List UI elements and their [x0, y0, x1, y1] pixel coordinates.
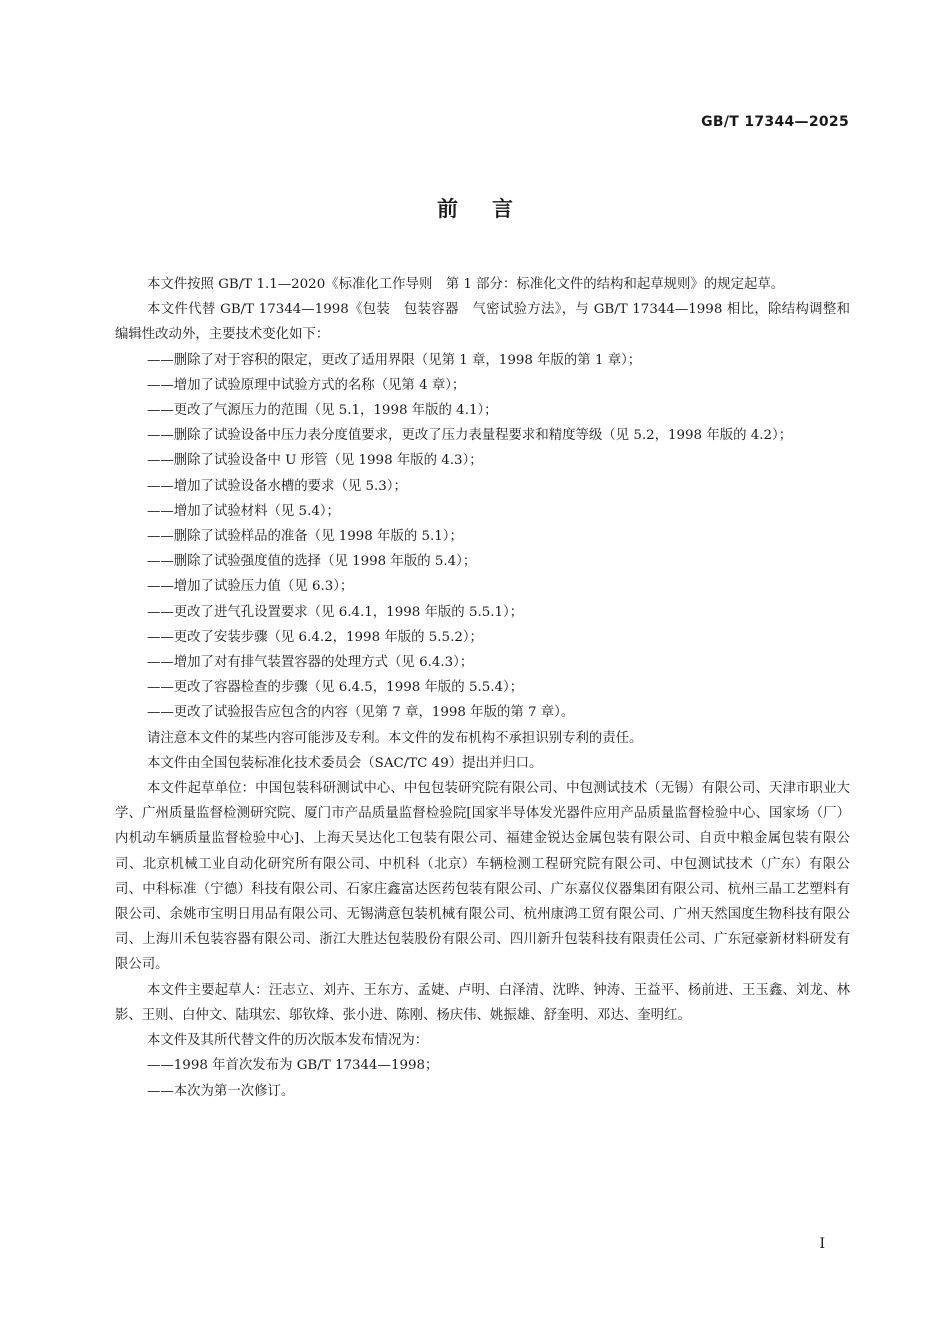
list-item: ——增加了对有排气装置容器的处理方式（见 6.4.3）； — [147, 655, 474, 671]
page-number: Ⅰ — [819, 1236, 825, 1252]
list-item: ——删除了对于容积的限定，更改了适用界限（见第 1 章，1998 年版的第 1 章）； — [147, 352, 642, 368]
list-item: ——删除了试验样品的准备（见 1998 年版的 5.1）； — [147, 529, 463, 545]
list-item: ——增加了试验设备水槽的要求（见 5.3）； — [147, 478, 407, 494]
foreword-body — [115, 272, 850, 1104]
list-item: ——1998 年首次发布为 GB/T 17344—1998； — [147, 1058, 439, 1074]
list-item: ——增加了试验压力值（见 6.3）； — [147, 579, 354, 595]
list-item: ——更改了气源压力的范围（见 5.1，1998 年版的 4.1）； — [147, 403, 498, 419]
list-item: ——删除了试验强度值的选择（见 1998 年版的 5.4）； — [147, 554, 477, 570]
list-item: ——增加了试验原理中试验方式的名称（见第 4 章）； — [147, 377, 466, 393]
paragraph-patent-notice: 请注意本文件的某些内容可能涉及专利。本文件的发布机构不承担识别专利的责任。 — [147, 730, 643, 746]
list-item: ——更改了进气孔设置要求（见 6.4.1，1998 年版的 5.5.1）； — [147, 604, 524, 620]
paragraph-drafters: 本文件主要起草人：汪志立、刘卉、王东方、孟婕、卢明、白泽清、沈晔、钟涛、王益平、杨前进、王玉鑫、刘龙、林影、王则、白仲文、陆琪宏、邬钦烽、张小进、陈刚、杨庆伟、姚振雄、舒奎明、邓达、奎明红。 — [115, 982, 850, 1023]
page-title: 前言 — [437, 197, 547, 221]
history-list — [115, 1053, 850, 1103]
list-item: ——本次为第一次修订。 — [147, 1083, 295, 1099]
standard-code: GB/T 17344—2025 — [701, 114, 849, 130]
paragraph-history-intro: 本文件及其所代替文件的历次版本发布情况为： — [147, 1033, 429, 1049]
changes-list — [115, 348, 850, 726]
list-item: ——删除了试验设备中 U 形管（见 1998 年版的 4.3）； — [147, 453, 483, 469]
list-item: ——更改了容器检查的步骤（见 6.4.5，1998 年版的 5.5.4）； — [147, 680, 524, 696]
paragraph-replacement: 本文件代替 GB/T 17344—1998《包装 包装容器 气密试验方法》，与 GB/T 17344—1998 相比，除结构调整和编辑性改动外，主要技术变化如下： — [115, 302, 850, 343]
list-item: ——更改了安装步骤（见 6.4.2，1998 年版的 5.5.2）； — [147, 629, 483, 645]
list-item: ——增加了试验材料（见 5.4）； — [147, 503, 340, 519]
paragraph-drafting-rules: 本文件按照 GB/T 1.1—2020《标准化工作导则 第 1 部分：标准化文件的结构和起草规则》的规定起草。 — [147, 277, 785, 292]
list-item: ——删除了试验设备中压力表分度值要求，更改了压力表量程要求和精度等级（见 5.2，1998 年版的 4.2）； — [147, 428, 793, 444]
paragraph-proposer: 本文件由全国包装标准化技术委员会（SAC/TC 49）提出并归口。 — [147, 755, 543, 771]
list-item: ——更改了试验报告应包含的内容（见第 7 章，1998 年版的第 7 章）。 — [147, 705, 575, 721]
paragraph-drafting-units: 本文件起草单位：中国包装科研测试中心、中包包装研究院有限公司、中包测试技术（无锡）有限公司、天津市职业大学、广州质量监督检测研究院、厦门市产品质量监督检验院[国家半导体发光器件应用产品质量监督检验中心、国家场（厂）内机动车辆质量监督检验中心]、上海天昊达化工包装有限公司、福建金锐达金属包装有限公司、自贡中粮金属包装有限公司、北京机械工业自动化研究所有限公司、中机科（北京）车辆检测工程研究院有限公司、中包测试技术（广东）有限公司、中科标准（宁德）科技有限公司、石家庄鑫富达医药包装有限公司、广东嘉仪仪器集团有限公司、杭州三晶工艺塑料有限公司、余姚市宝明日用品有限公司、无锡满意包装机械有限公司、杭州康鸿工贸有限公司、广州天然国度生物科技有限公司、上海川禾包装容器有限公司、浙江大胜达包装股份有限公司、四川新升包装科技有限责任公司、广东冠豪新材料研发有限公司。 — [115, 781, 850, 973]
